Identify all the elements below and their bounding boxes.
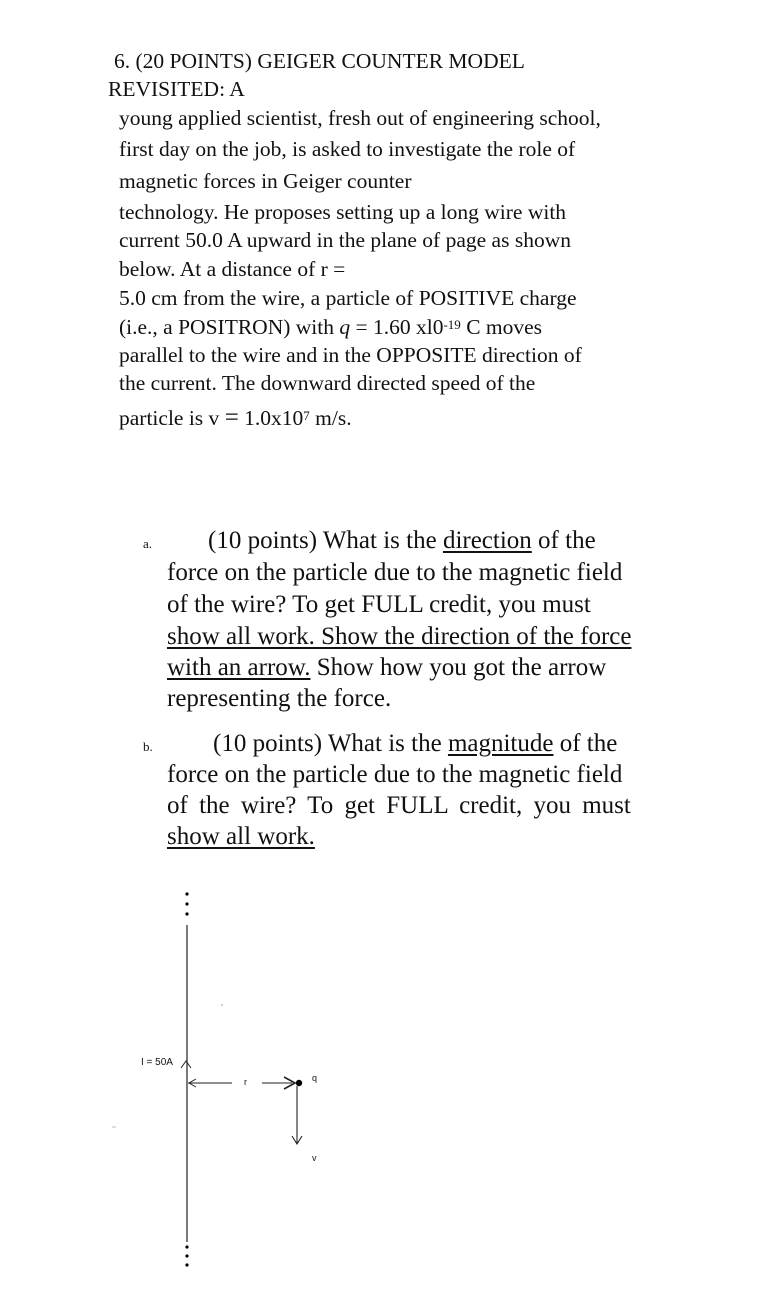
part-b-line-3: of the wire? To get FULL credit, you must [167,792,631,819]
part-a-line-1-pre: (10 points) What is the [208,527,437,554]
part-a-line-6: representing the force. [167,685,392,712]
problem-line-10: the current. The downward directed speed of the [119,371,536,395]
wire-dots-top [185,892,188,915]
faint-mark [221,1004,223,1006]
problem-line-11-text: particle is v [119,406,220,430]
charge-value: = 1.60 xl0 [355,315,444,339]
problem-line-3: magnetic forces in Geiger counter [119,169,412,193]
wire-dots-bottom [185,1245,188,1266]
part-a-line-4: show all work. Show the direction of the force [167,623,632,650]
charge-exponent: -19 [443,317,461,332]
problem-line-7: 5.0 cm from the wire, a particle of POSITIVE charge [119,286,577,310]
part-a-line-5-post: Show how you got the arrow [316,654,607,681]
part-b-marker: b. [143,739,153,754]
velocity-v-label: v [312,1153,317,1163]
part-a-marker: a. [143,536,153,551]
problem-header-line1: 6. (20 POINTS) GEIGER COUNTER MODEL [114,49,525,73]
speed-value: 1.0x10 [244,406,304,430]
part-b-line-1-post: of the [559,730,618,757]
problem-line-1: young applied scientist, fresh out of engineering school, [119,106,601,130]
part-a-line-1-post: of the [538,527,596,554]
speed-exponent: 7 [303,408,310,423]
problem-header-line2: REVISITED: A [108,77,245,101]
problem-line-6: below. At a distance of r = [119,257,346,281]
part-b-line-2: force on the particle due to the magnetic field [167,761,623,788]
charge-q-label: q [312,1073,318,1083]
part-a-line-2: force on the particle due to the magnetic field [167,559,623,586]
distance-r-label: r [244,1077,247,1087]
current-label: I = 50A [141,1057,173,1068]
problem-line-8-text: (i.e., a POSITRON) with [119,315,334,339]
problem-line-9: parallel to the wire and in the OPPOSITE direction of [119,343,582,367]
current-arrow-icon [181,1061,191,1068]
problem-line-5: current 50.0 A upward in the plane of page as shown [119,228,571,252]
part-b-line-1-pre: (10 points) What is the [213,730,442,757]
part-a-line-3: of the wire? To get FULL credit, you must [167,591,591,618]
speed-unit: m/s. [315,406,352,430]
part-b-line-4: show all work. [167,823,315,850]
problem-line-4: technology. He proposes setting up a long wire with [119,200,567,224]
part-a-direction-word: direction [442,527,532,554]
charge-symbol: q [339,315,351,339]
part-b-magnitude-word: magnitude [447,730,554,757]
particle-dot [296,1080,302,1086]
speed-equals: = [224,404,239,431]
charge-unit: C moves [466,315,543,339]
problem-line-2: first day on the job, is asked to investigate the role of [119,137,576,161]
part-a-line-5-underlined: with an arrow. [167,654,311,681]
